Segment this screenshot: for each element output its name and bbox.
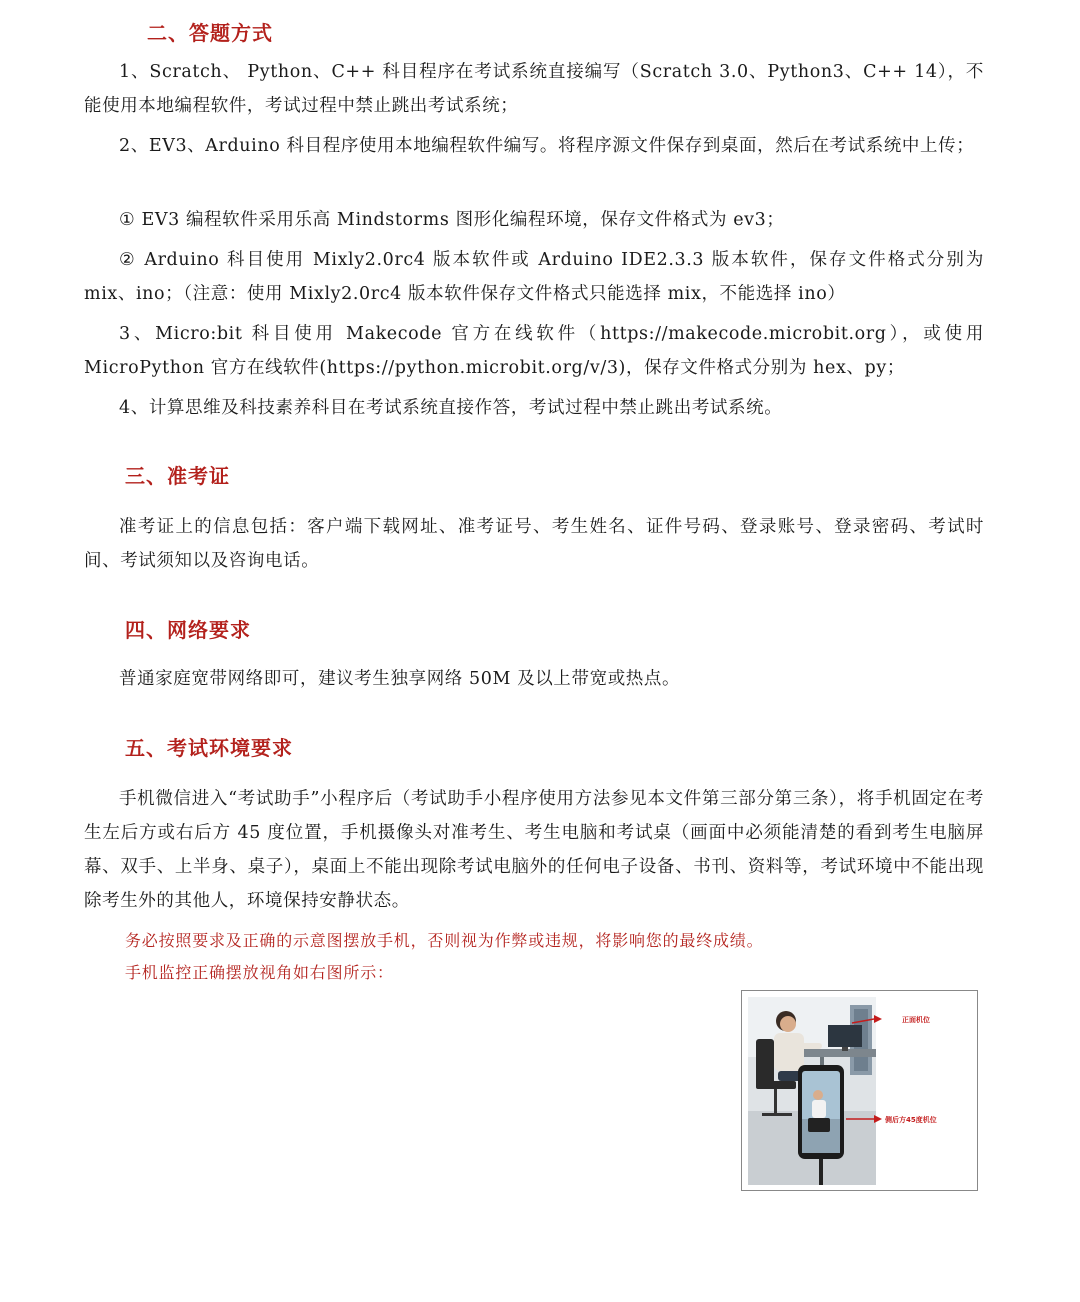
paragraph-environment: 手机微信进入“考试助手”小程序后（考试助手小程序使用方法参见本文件第三部分第三条），将手机固定在考生左后方或右后方 45 度位置，手机摄像头对准考生、考生电脑和考试桌（画面中必须能清楚的看到考生电脑屏幕、双手、上半身、桌子），桌面上不能出现除考试电脑外的任何电子设备、书刊、资料等，考试环境中不能出现除考生外的其他人，环境保持安静状态。 <box>84 789 984 911</box>
warning-note: 务必按照要求及正确的示意图摆放手机，否则视为作弊或违规，将影响您的最终成绩。 <box>125 931 764 950</box>
paragraph-answering-1: 1、Scratch、 Python、C++ 科目程序在考试系统直接编写（Scratch 3.0、Python3、C++ 14），不能使用本地编程软件，考试过程中禁止跳出考试系统； <box>84 62 984 116</box>
section-heading-answering: 二、答题方式 <box>147 21 273 45</box>
section-heading-admission-ticket: 三、准考证 <box>125 464 230 488</box>
rear-45-camera-label: 侧后方45度机位 <box>885 1116 937 1124</box>
paragraph-admission-ticket: 准考证上的信息包括：客户端下载网址、准考证号、考生姓名、证件号码、登录账号、登录密码、考试时间、考试须知以及咨询电话。 <box>84 517 984 571</box>
paragraph-answering-ev3: ① EV3 编程软件采用乐高 Mindstorms 图形化编程环境，保存文件格式为 ev3； <box>119 210 785 230</box>
paragraph-answering-arduino: ② Arduino 科目使用 Mixly2.0rc4 版本软件或 Arduino IDE2.3.3 版本软件，保存文件格式分别为 mix、ino；（注意：使用 Mixly2.0rc4 版本软件保存文件格式只能选择 mix，不能选择 ino） <box>84 250 984 304</box>
front-camera-label: 正面机位 <box>902 1016 930 1024</box>
paragraph-answering-4: 4、计算思维及科技素养科目在考试系统直接作答，考试过程中禁止跳出考试系统。 <box>119 398 783 418</box>
phone-placement-illustration <box>742 991 977 1190</box>
figure-reference-note: 手机监控正确摆放视角如右图所示： <box>125 963 394 982</box>
paragraph-network: 普通家庭宽带网络即可，建议考生独享网络 50M 及以上带宽或热点。 <box>119 669 681 689</box>
paragraph-answering-2: 2、EV3、Arduino 科目程序使用本地编程软件编写。将程序源文件保存到桌面，然后在考试系统中上传； <box>119 136 975 156</box>
paragraph-answering-microbit: 3、Micro:bit 科目使用 Makecode 官方在线软件（https://makecode.microbit.org），或使用 MicroPython 官方在线软件(https://python.microbit.org/v/3)，保存文件格式分别为 hex、py； <box>84 324 984 378</box>
section-heading-environment: 五、考试环境要求 <box>125 736 293 760</box>
phone-placement-figure <box>741 990 978 1191</box>
section-heading-network: 四、网络要求 <box>125 618 251 642</box>
